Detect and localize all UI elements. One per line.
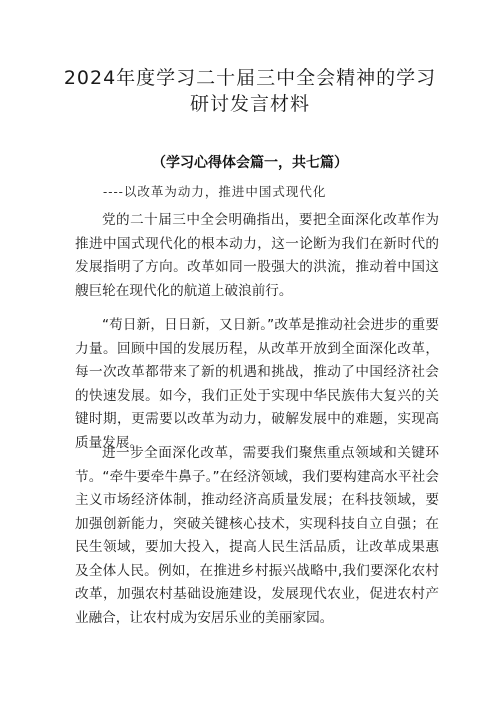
document-byline: ----以改革为动力，推进中国式现代化	[103, 184, 327, 199]
body-paragraph-3: 进一步全面深化改革，需要我们聚焦重点领域和关键环节。“牵牛要牵牛鼻子。”在经济领域，我们要构建高水平社会主义市场经济体制，推动经济高质量发展；在科技领域，要加强创新能力，突破关键核心技术，实现科技自立自强；在民生领域，要加大投入，提高人民生活品质，让改革成果惠及全体人民。例如，在推进乡村振兴战略中,我们要深化农村改革，加强农村基础设施建设，发展现代农业，促进农村产业融合，让农村成为安居乐业的美丽家园。	[75, 445, 439, 626]
document-subtitle: （学习心得体会篇一，共七篇）	[152, 155, 348, 171]
body-paragraph-2: “苟日新，日日新，又日新。”改革是推动社会进步的重要力量。回顾中国的发展历程，从改革开放到全面深化改革，每一次改革都带来了新的机遇和挑战，推动了中国经济社会的快速发展。如今，我们正处于实现中华民族伟大复兴的关键时期，更需要以改革为动力，破解发展中的难题，实现高质量发展。	[75, 317, 439, 451]
body-paragraph-1: 党的二十届三中全会明确指出，要把全面深化改革作为推进中国式现代化的根本动力，这一论断为我们在新时代的发展指明了方向。改革如同一股强大的洪流，推动着中国这艘巨轮在现代化的航道上破浪前行。	[75, 212, 439, 299]
document-title-line-1: 2024年度学习二十届三中全会精神的学习	[63, 67, 437, 89]
document-title-line-2: 研讨发言材料	[189, 93, 310, 115]
